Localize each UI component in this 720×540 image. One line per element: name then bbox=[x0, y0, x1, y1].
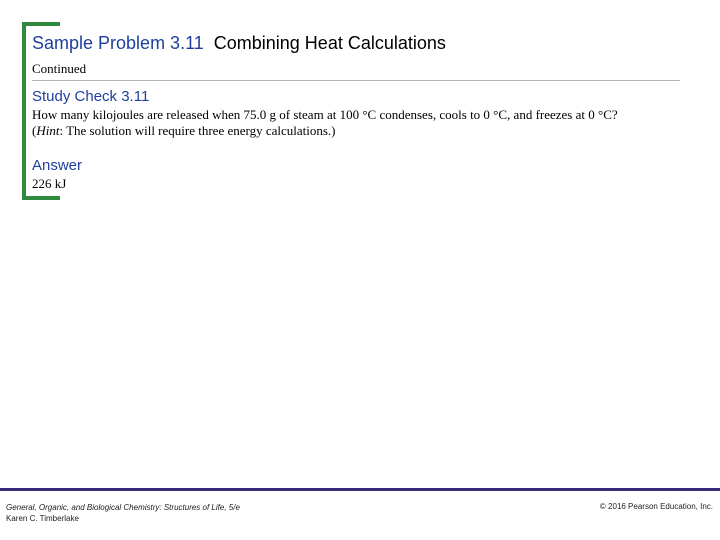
answer-value: 226 kJ bbox=[32, 176, 67, 191]
question-text: How many kilojoules are released when 75.0 g of steam at 100 °C condenses, cools to 0 °C, and freezes at 0 °C? bbox=[32, 107, 618, 122]
footer-rule bbox=[0, 488, 720, 491]
hint-rest: : The solution will require three energy calculations.) bbox=[59, 123, 336, 138]
footer-book-title: General, Organic, and Biological Chemistry: Structures of Life, 5/e bbox=[6, 503, 240, 512]
footer-citation bbox=[6, 502, 240, 524]
continued-label: Continued bbox=[32, 61, 87, 76]
divider-line bbox=[32, 80, 680, 81]
hint-open-paren: ( bbox=[32, 123, 37, 138]
answer-heading: Answer bbox=[32, 157, 83, 174]
footer-author: Karen C. Timberlake bbox=[6, 514, 79, 523]
hint-text bbox=[32, 123, 692, 139]
slide-title bbox=[32, 33, 446, 54]
hint-word: Hint bbox=[36, 123, 60, 138]
title-number: Sample Problem 3.11 bbox=[32, 33, 204, 53]
title-text: Combining Heat Calculations bbox=[213, 33, 446, 53]
footer-copyright: © 2016 Pearson Education, Inc. bbox=[599, 502, 713, 511]
study-check-question bbox=[32, 107, 692, 139]
study-check-heading: Study Check 3.11 bbox=[32, 88, 150, 105]
